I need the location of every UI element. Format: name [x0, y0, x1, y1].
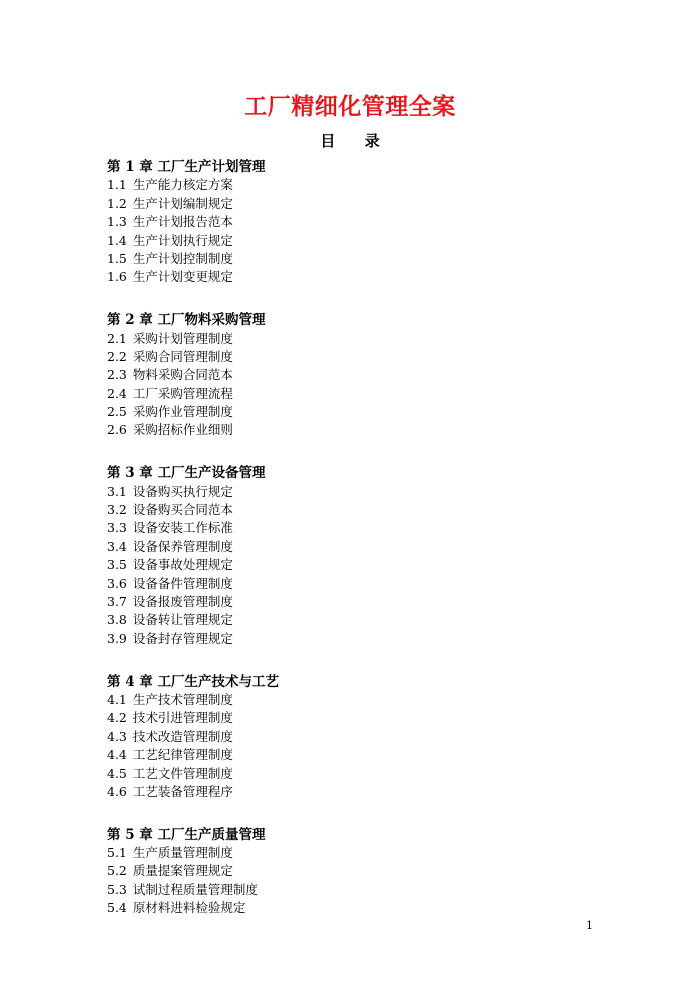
toc-entry [107, 630, 587, 648]
toc-chapter [107, 464, 587, 648]
toc-entry-label: 工艺装备管理程序 [132, 783, 233, 799]
toc-entry [107, 385, 587, 403]
toc-entry-label: 工厂采购管理流程 [132, 385, 233, 401]
toc-entry-label: 技术改造管理制度 [132, 728, 233, 744]
toc-entry [107, 330, 587, 348]
toc-entry-label: 生产计划控制制度 [132, 250, 233, 266]
toc-entry [107, 899, 587, 917]
toc-entry-number: 3.5 [107, 557, 127, 573]
toc-entry [107, 366, 587, 384]
toc-entry-label: 工艺纪律管理制度 [132, 747, 233, 763]
toc-entry [107, 538, 587, 556]
toc-entry [107, 232, 587, 250]
toc-entry [107, 691, 587, 709]
toc-entry-label: 质量提案管理规定 [132, 863, 233, 879]
table-of-contents [107, 158, 587, 942]
toc-entry-number: 1.3 [107, 214, 127, 230]
toc-entry [107, 268, 587, 286]
toc-entry-label: 采购作业管理制度 [132, 404, 233, 420]
document-title: 工厂精细化管理全案 [244, 93, 456, 120]
toc-entry-number: 2.1 [107, 330, 127, 346]
chapter-title: 第 3 章 工厂生产设备管理 [107, 465, 266, 482]
toc-entry-number: 1.2 [107, 195, 127, 211]
toc-entry-number: 4.4 [107, 747, 127, 763]
toc-chapter [107, 158, 587, 287]
toc-entry-number: 2.4 [107, 385, 127, 401]
toc-entry [107, 728, 587, 746]
toc-entry [107, 746, 587, 764]
toc-entry-number: 5.2 [107, 863, 127, 879]
toc-entry [107, 765, 587, 783]
toc-entry-label: 物料采购合同范本 [132, 367, 233, 383]
toc-chapter [107, 826, 587, 918]
toc-entry [107, 593, 587, 611]
toc-entry-label: 设备保养管理制度 [132, 538, 233, 554]
toc-entry-label: 试制过程质量管理制度 [132, 881, 258, 897]
toc-entry-label: 工艺文件管理制度 [132, 765, 233, 781]
toc-entry [107, 556, 587, 574]
toc-entry-label: 设备购买执行规定 [132, 483, 233, 499]
toc-entry-number: 3.4 [107, 538, 127, 554]
toc-entry [107, 709, 587, 727]
toc-entry-number: 3.6 [107, 575, 127, 591]
toc-entry-number: 4.3 [107, 728, 127, 744]
toc-entry [107, 403, 587, 421]
toc-entry-number: 2.3 [107, 367, 127, 383]
toc-entry-label: 设备报废管理制度 [132, 593, 233, 609]
toc-entry-label: 技术引进管理制度 [132, 710, 233, 726]
toc-entry-label: 生产计划变更规定 [132, 269, 233, 285]
toc-entry-number: 5.4 [107, 900, 127, 916]
toc-entry-number: 2.5 [107, 404, 127, 420]
toc-entry [107, 348, 587, 366]
toc-entry-number: 3.9 [107, 630, 127, 646]
toc-entry-number: 3.3 [107, 520, 127, 536]
toc-entry-label: 设备备件管理制度 [132, 575, 233, 591]
toc-entry-number: 4.1 [107, 691, 127, 707]
toc-entry [107, 483, 587, 501]
toc-entry-label: 生产计划报告范本 [132, 214, 233, 230]
toc-entry-label: 设备封存管理规定 [132, 630, 233, 646]
toc-entry [107, 501, 587, 519]
toc-entry-number: 3.7 [107, 593, 127, 609]
chapter-title: 第 5 章 工厂生产质量管理 [107, 826, 266, 843]
toc-entry-number: 3.2 [107, 502, 127, 518]
toc-entry-number: 1.4 [107, 232, 127, 248]
toc-entry [107, 611, 587, 629]
toc-entry [107, 519, 587, 537]
toc-entry-label: 生产质量管理制度 [132, 845, 233, 861]
toc-entry [107, 250, 587, 268]
toc-entry-label: 采购招标作业细则 [132, 422, 233, 438]
toc-entry-label: 生产技术管理制度 [132, 691, 233, 707]
toc-heading: 目 录 [320, 132, 392, 150]
toc-entry-number: 4.6 [107, 783, 127, 799]
toc-entry-label: 设备转让管理规定 [132, 612, 233, 628]
chapter-title: 第 4 章 工厂生产技术与工艺 [107, 673, 279, 690]
toc-entry-label: 采购计划管理制度 [132, 330, 233, 346]
toc-entry-label: 设备安装工作标准 [132, 520, 233, 536]
toc-entry-label: 设备购买合同范本 [132, 502, 233, 518]
toc-entry [107, 575, 587, 593]
toc-entry-number: 5.1 [107, 845, 127, 861]
toc-entry-number: 5.3 [107, 881, 127, 897]
toc-entry [107, 844, 587, 862]
toc-entry-number: 1.6 [107, 269, 127, 285]
toc-entry [107, 421, 587, 439]
toc-entry [107, 783, 587, 801]
toc-entry [107, 195, 587, 213]
toc-entry-number: 1.1 [107, 177, 127, 193]
toc-entry [107, 862, 587, 880]
toc-entry-number: 1.5 [107, 250, 127, 266]
toc-entry-number: 2.6 [107, 422, 127, 438]
toc-entry [107, 176, 587, 194]
toc-chapter [107, 311, 587, 440]
toc-entry-number: 4.2 [107, 710, 127, 726]
toc-chapter [107, 673, 587, 802]
toc-entry [107, 881, 587, 899]
toc-entry-label: 设备事故处理规定 [132, 557, 233, 573]
toc-entry-label: 采购合同管理制度 [132, 348, 233, 364]
toc-entry-label: 生产计划编制规定 [132, 195, 233, 211]
toc-entry-number: 4.5 [107, 765, 127, 781]
chapter-title: 第 2 章 工厂物料采购管理 [107, 312, 266, 329]
chapter-title: 第 1 章 工厂生产计划管理 [107, 159, 266, 175]
toc-entry-label: 生产计划执行规定 [132, 232, 233, 248]
toc-entry-number: 3.1 [107, 483, 127, 499]
toc-entry-number: 3.8 [107, 612, 127, 628]
page-number: 1 [586, 919, 593, 932]
toc-entry-label: 原材料进料检验规定 [132, 900, 246, 916]
toc-entry [107, 213, 587, 231]
toc-entry-number: 2.2 [107, 348, 127, 364]
toc-entry-label: 生产能力核定方案 [132, 177, 233, 193]
